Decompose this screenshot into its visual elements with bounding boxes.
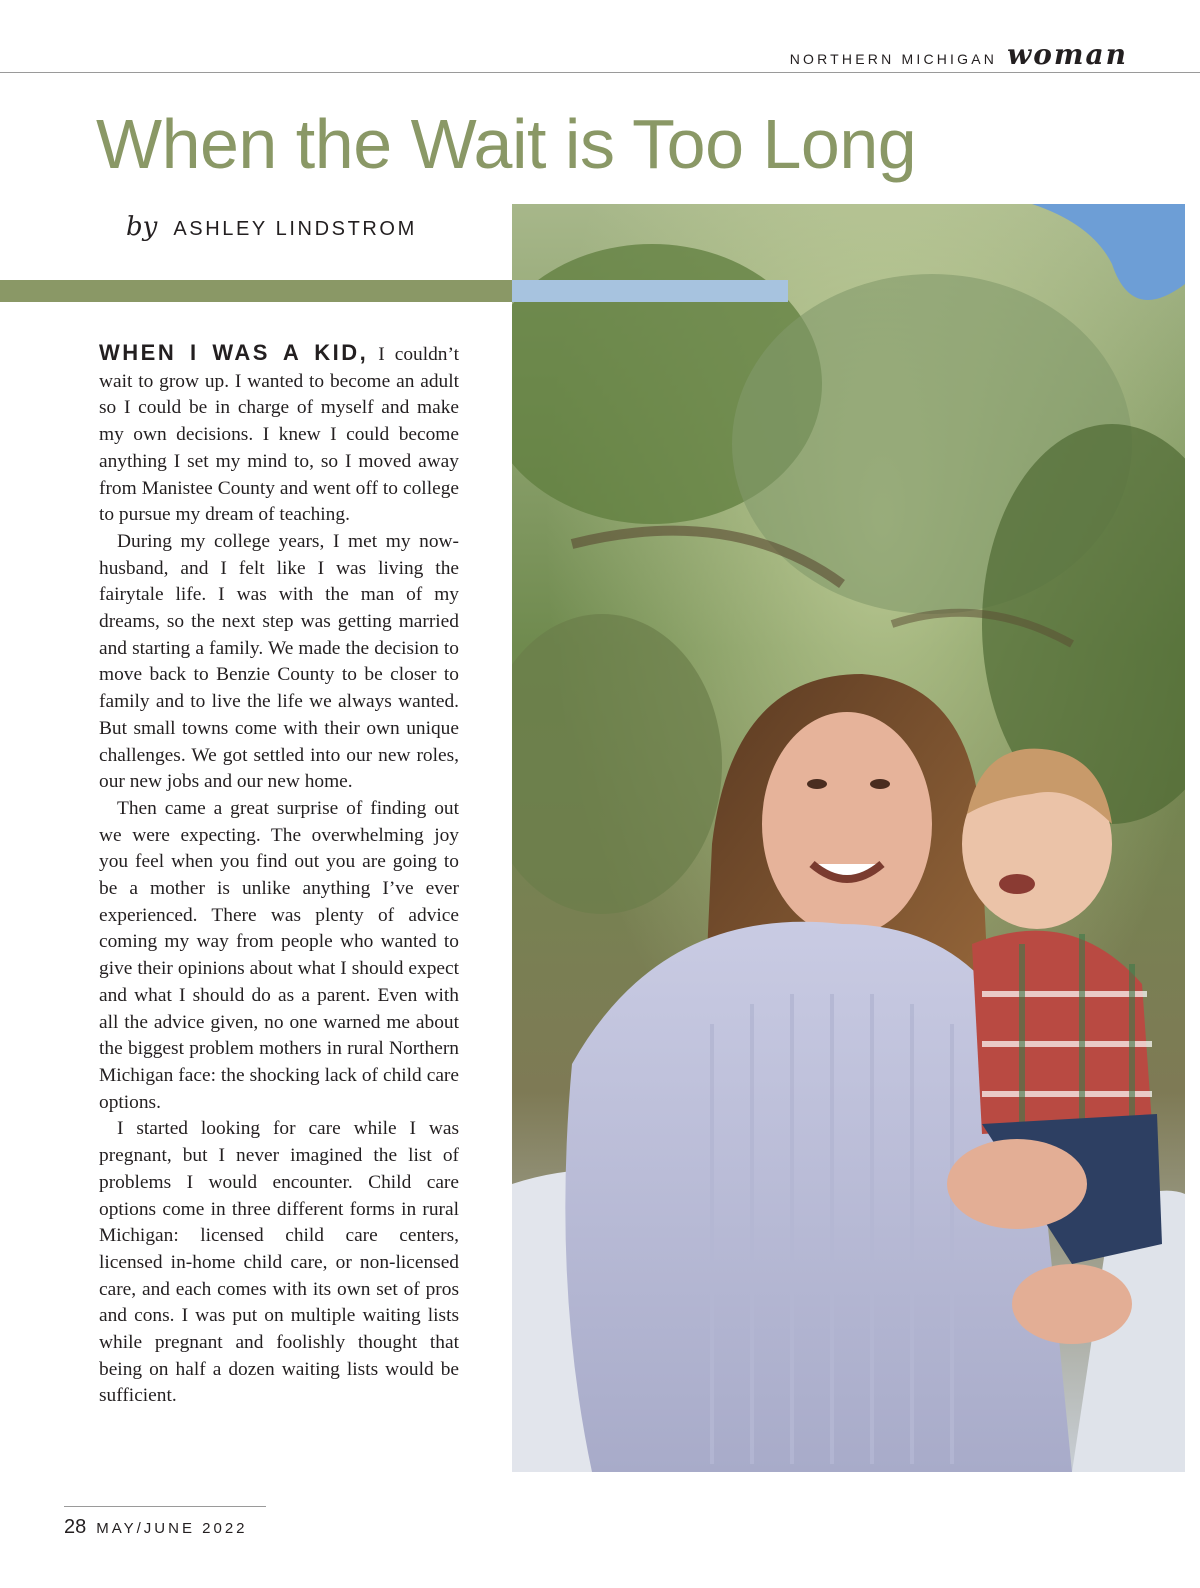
byline bbox=[126, 212, 417, 242]
header-rule bbox=[0, 72, 1200, 73]
masthead-label: NORTHERN MICHIGAN bbox=[789, 51, 998, 67]
paragraph bbox=[99, 340, 459, 529]
paragraph: I started looking for care while I was pregnant, but I never imagined the list of problems I would encounter. Child care options come in three different forms in rural Michigan: licensed child care centers, licensed in-home child care, or non-licensed care, and each comes with its own set of pros and cons. I was put on multiple waiting lists while pregnant and foolishly thought that being on half a dozen waiting lists would be sufficient. bbox=[99, 1118, 459, 1407]
lead-in: WHEN I WAS A KID, bbox=[99, 340, 369, 365]
article-photo bbox=[512, 204, 1185, 1472]
masthead-logo: woman bbox=[1007, 38, 1128, 71]
footer-rule bbox=[64, 1506, 266, 1507]
page-number: 28 bbox=[64, 1516, 87, 1538]
masthead bbox=[790, 38, 1128, 71]
paragraph-text: I couldn’t wait to grow up. I wanted to become an adult so I could be in charge of myself and make my own decisions. I knew I could become anything I set my mind to, so I moved away from Manistee County and went off to college to pursue my dream of teaching. bbox=[99, 344, 459, 526]
article-title: When the Wait is Too Long bbox=[96, 105, 917, 183]
folio bbox=[64, 1516, 248, 1539]
accent-bar-blue bbox=[512, 280, 788, 302]
byline-by: by bbox=[126, 212, 158, 242]
issue-date: MAY/JUNE 2022 bbox=[96, 1520, 248, 1537]
paragraph: Then came a great surprise of finding out we were expecting. The overwhelming joy you feel when you find out you are going to be a mother is unlike anything I’ve ever experienced. There was plenty of advice coming my way from people who wanted to give their opinions about what I should expect and what I should do as a parent. Even with all the advice given, no one warned me about the biggest problem mothers in rural Northern Michigan face: the shocking lack of child care options. bbox=[99, 797, 459, 1113]
accent-bar-green bbox=[0, 280, 512, 302]
article-body bbox=[99, 340, 459, 1410]
author-name: ASHLEY LINDSTROM bbox=[173, 218, 417, 240]
paragraph: During my college years, I met my now-husband, and I felt like I was living the fairytale life. I was with the man of my dreams, so the next step was getting married and starting a family. We made the decision to move back to Benzie County to be closer to family and to live the life we always wanted. But small towns come with their own unique challenges. We got settled into our new roles, our new jobs and our new home. bbox=[99, 530, 459, 793]
